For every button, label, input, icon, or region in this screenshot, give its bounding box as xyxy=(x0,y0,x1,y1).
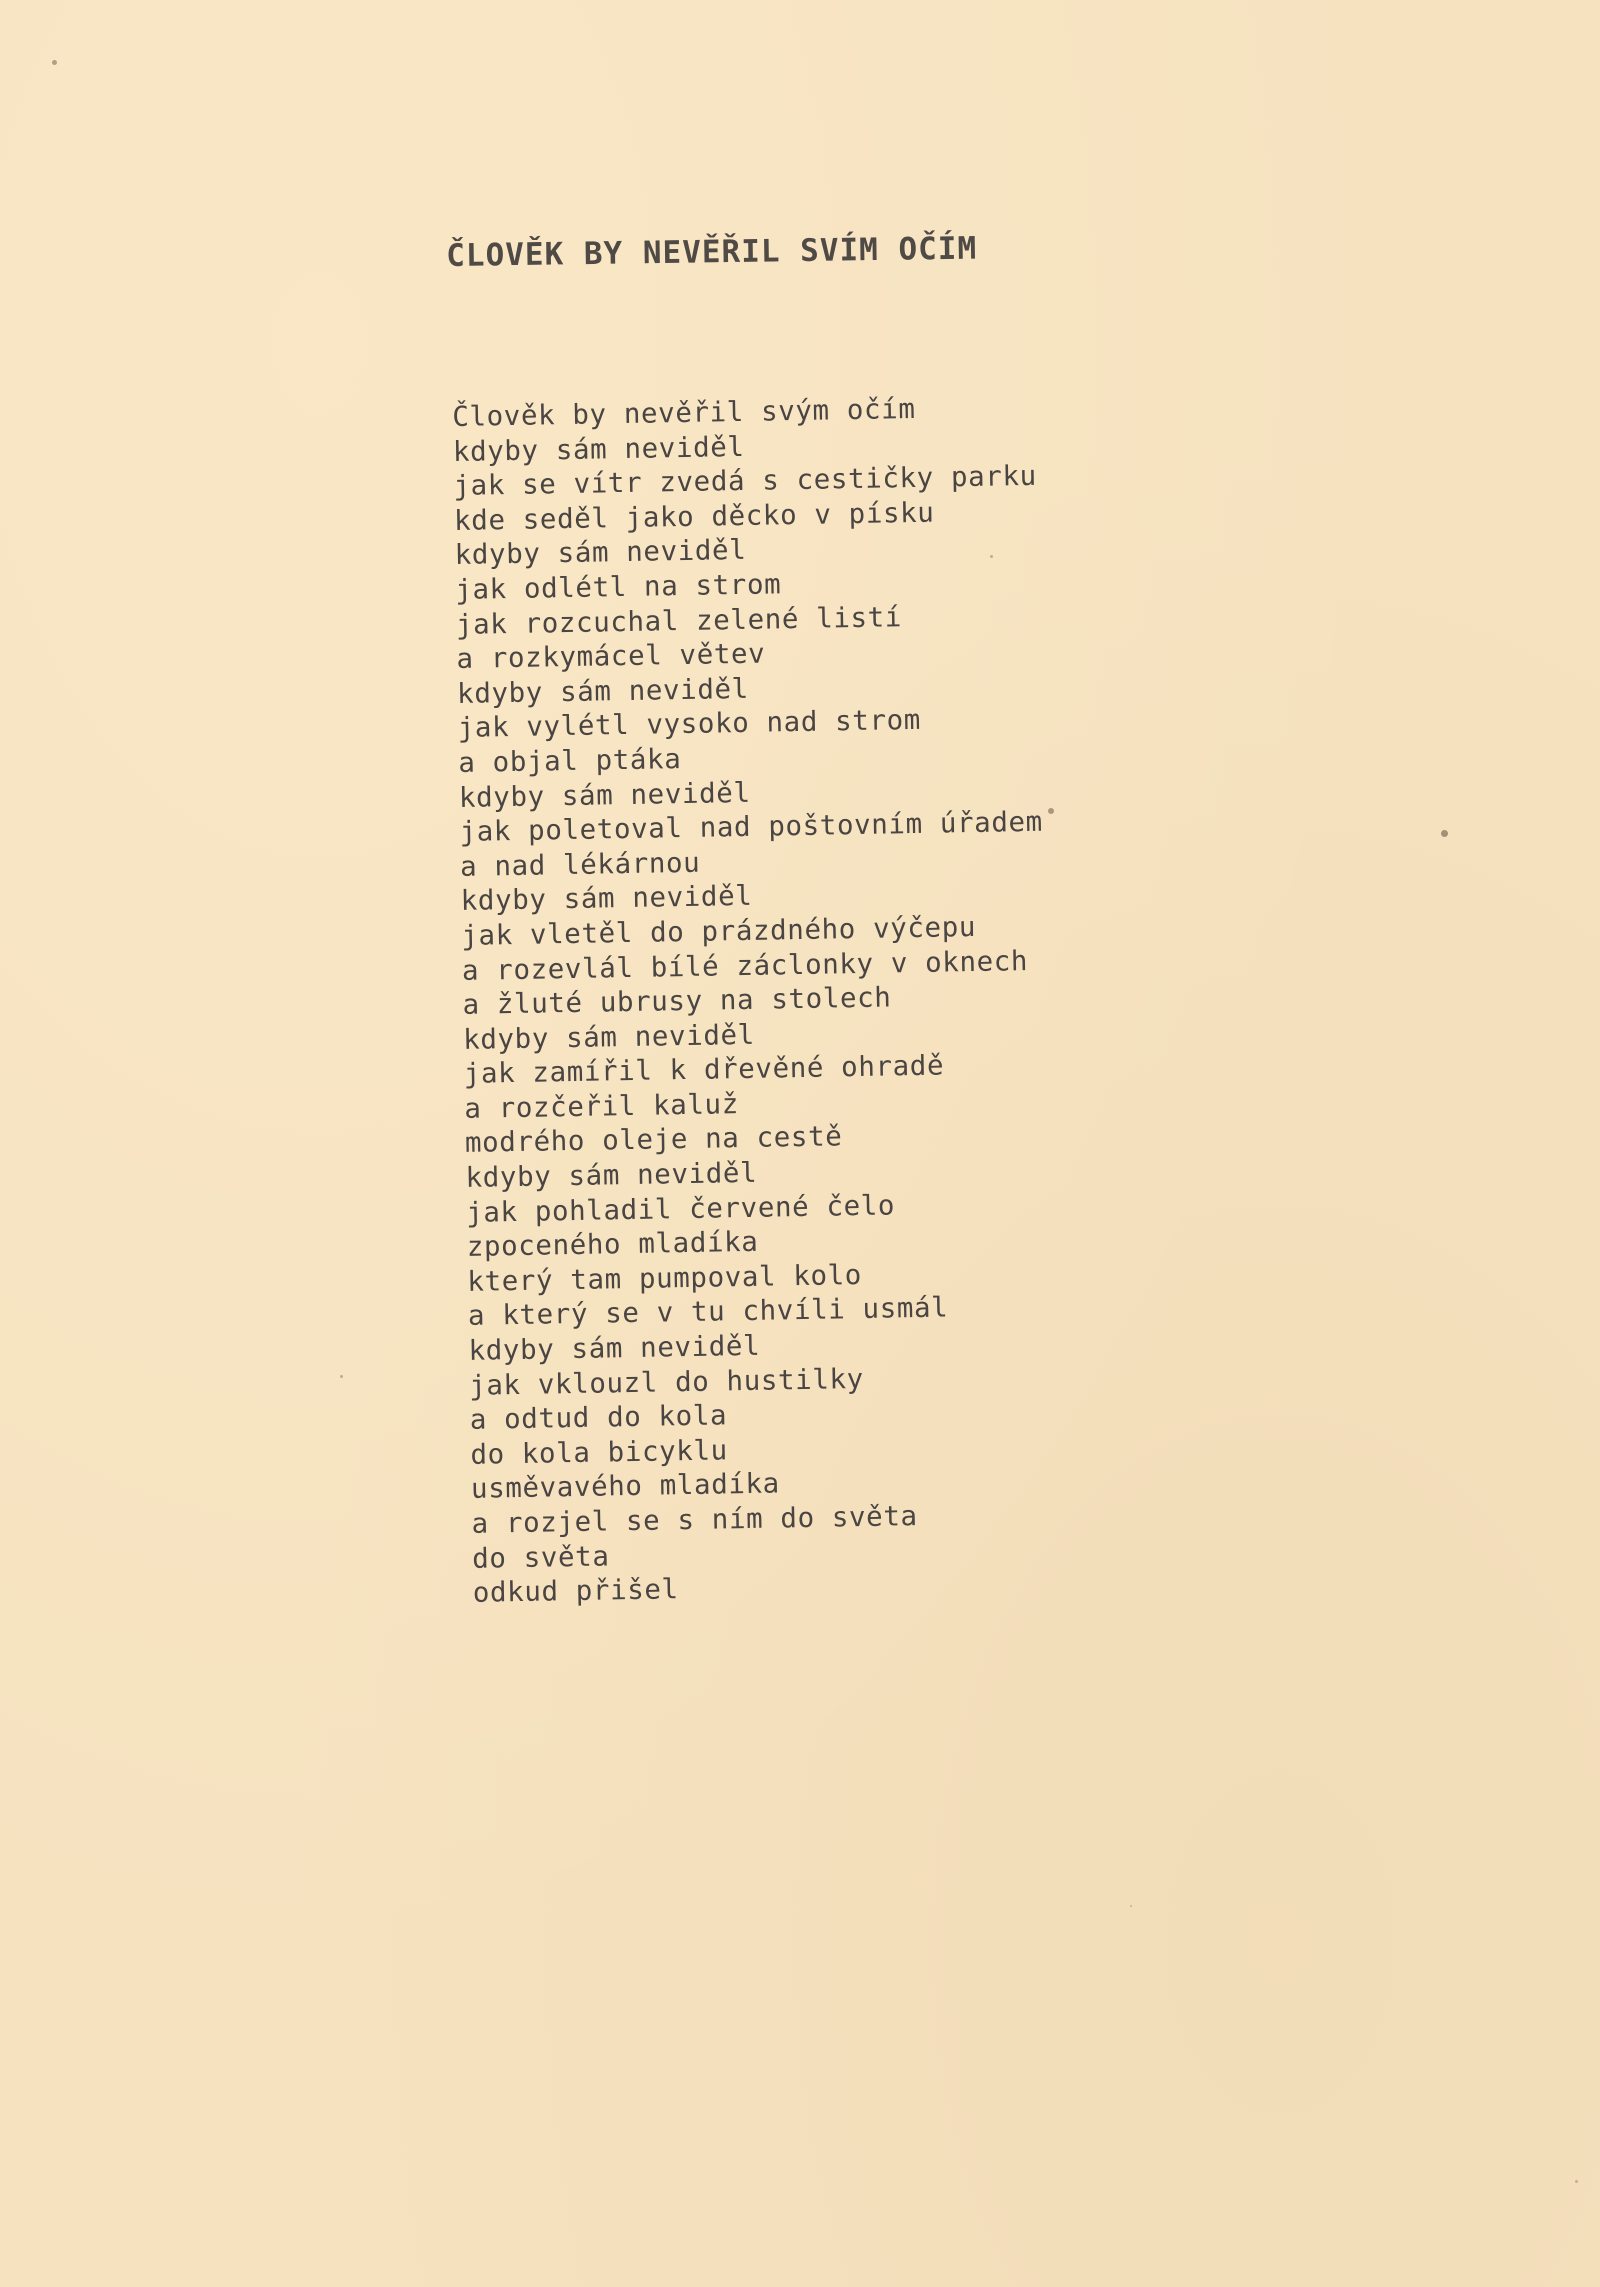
poem-line-4: kde seděl jako děcko v písku xyxy=(453,496,935,537)
paper-speck xyxy=(1130,1905,1132,1907)
poem-line-21: a rozčeřil kaluž xyxy=(464,1087,740,1125)
poem-line-27: a který se v tu chvíli usmál xyxy=(467,1291,949,1333)
poem-line-31: do kola bicyklu xyxy=(470,1434,729,1471)
poem-line-22: modrého oleje na cestě xyxy=(464,1120,843,1160)
poem-line-10: jak vylétl vysoko nad strom xyxy=(457,704,922,745)
poem-line-2: kdyby sám neviděl xyxy=(452,430,745,468)
poem-line-30: a odtud do kola xyxy=(469,1399,728,1437)
poem-line-20: jak zamířil k dřevěné ohradě xyxy=(463,1049,945,1091)
poem-line-28: kdyby sám neviděl xyxy=(468,1329,761,1367)
poem-line-6: jak odlétl na strom xyxy=(455,568,782,606)
poem-line-33: a rozjel se s ním do světa xyxy=(471,1500,918,1540)
poem-line-15: kdyby sám neviděl xyxy=(460,880,753,918)
poem-line-1: Člověk by nevěřil svým očím xyxy=(452,392,916,433)
poem-line-18: a žluté ubrusy na stolech xyxy=(462,981,892,1021)
poem-title: ČLOVĚK BY NEVĚŘIL SVÍM OČÍM xyxy=(446,230,978,274)
poem-line-34: do světa xyxy=(471,1540,610,1575)
poem-line-3: jak se vítr zvedá s cestičky parku xyxy=(453,459,1038,503)
poem-line-24: jak pohladil červené čelo xyxy=(465,1189,896,1229)
paper-speck xyxy=(340,1375,343,1378)
paper-speck xyxy=(1575,2180,1578,2183)
poem-line-12: kdyby sám neviděl xyxy=(458,776,751,814)
poem-line-11: a objal ptáka xyxy=(458,742,682,779)
poem-line-17: a rozevlál bílé záclonky v oknech xyxy=(461,944,1029,987)
poem-line-23: kdyby sám neviděl xyxy=(465,1156,758,1194)
poem-line-14: a nad lékárnou xyxy=(459,846,701,883)
poem-line-13: jak poletoval nad poštovním úřadem xyxy=(459,805,1044,849)
poem-line-26: který tam pumpoval kolo xyxy=(467,1258,863,1298)
poem-line-35: odkud přišel xyxy=(472,1573,679,1610)
poem-line-9: kdyby sám neviděl xyxy=(456,672,750,710)
poem-line-32: usměvavého mladíka xyxy=(470,1467,781,1506)
poem-line-16: jak vletěl do prázdného výčepu xyxy=(461,910,977,952)
poem-line-25: zpoceného mladíka xyxy=(466,1226,759,1264)
paper-speck xyxy=(1048,808,1054,814)
poem-line-19: kdyby sám neviděl xyxy=(462,1018,756,1056)
poem-line-7: jak rozcuchal zelené listí xyxy=(455,600,903,641)
poem-body xyxy=(452,386,1273,1611)
paper-speck xyxy=(1441,830,1448,837)
poem-line-8: a rozkymácel větev xyxy=(456,637,766,676)
paper-speck xyxy=(990,555,993,558)
poem-line-29: jak vklouzl do hustilky xyxy=(468,1362,865,1402)
paper-speck xyxy=(52,60,57,65)
poem-line-5: kdyby sám neviděl xyxy=(454,534,747,572)
